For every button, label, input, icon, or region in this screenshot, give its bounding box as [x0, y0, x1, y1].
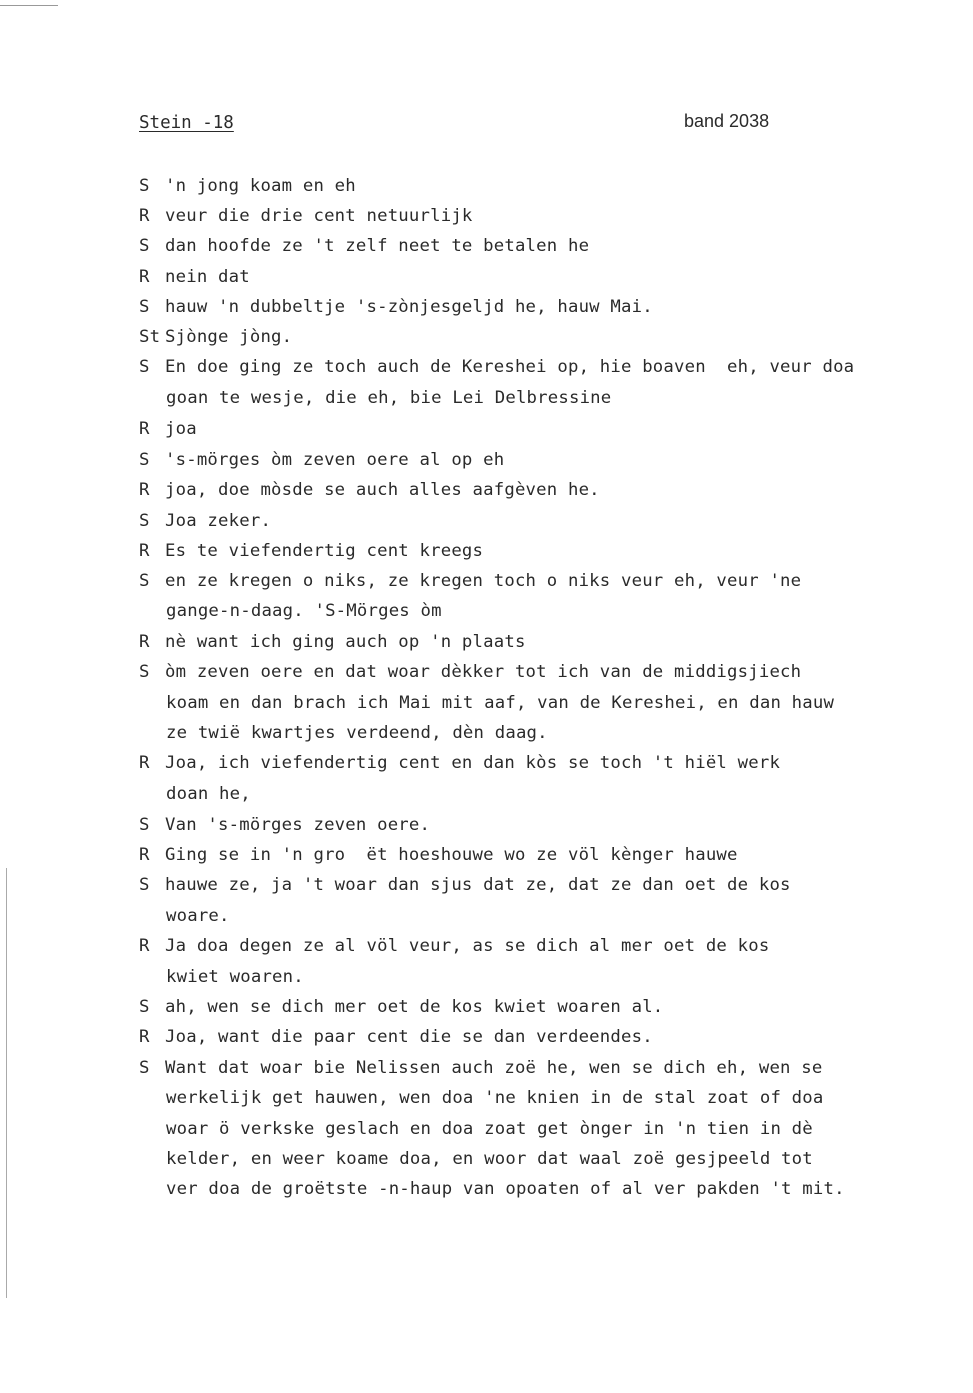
line-text: Joa, ich viefendertig cent en dan kòs se toch 't hiël werk	[165, 753, 781, 773]
transcript-line	[139, 450, 504, 470]
transcript-line	[139, 236, 589, 256]
scan-margin-line	[6, 868, 7, 1298]
transcript-line	[166, 784, 251, 804]
speaker-label: S	[139, 357, 150, 377]
line-text: Joa zeker.	[165, 511, 272, 531]
speaker-label: R	[139, 541, 150, 561]
transcript-line	[139, 753, 780, 773]
speaker-label: S	[139, 1058, 150, 1078]
line-text: Want dat woar bie Nelissen auch zoë he, wen se dich eh, wen se	[165, 1058, 823, 1078]
line-text: veur die drie cent netuurlijk	[165, 206, 473, 226]
transcript-line	[139, 206, 473, 226]
line-text: woare.	[166, 906, 230, 926]
transcript-line	[139, 1058, 822, 1078]
line-text: ver doa de groëtste -n-haup van opoaten of al ver pakden 't mit.	[166, 1179, 845, 1199]
speaker-label: S	[139, 662, 150, 682]
line-text: En doe ging ze toch auch de Kereshei op, hie boaven eh, veur doa	[165, 357, 855, 377]
document-title: Stein -18	[139, 113, 234, 133]
line-text: doan he,	[166, 784, 251, 804]
line-text: Ja doa degen ze al völ veur, as se dich al mer oet de kos	[165, 936, 770, 956]
transcript-line	[139, 632, 526, 652]
transcript-line	[139, 511, 271, 531]
line-text: òm zeven oere en dat woar dèkker tot ich van de middigsjiech	[165, 662, 802, 682]
line-text: Ging se in 'n gro ët hoeshouwe wo ze völ kènger hauwe	[165, 845, 738, 865]
transcript-line	[166, 388, 611, 408]
speaker-label: S	[139, 875, 150, 895]
speaker-label: S	[139, 176, 150, 196]
line-text: en ze kregen o niks, ze kregen toch o niks veur eh, veur 'ne	[165, 571, 802, 591]
transcript-line	[166, 1179, 845, 1199]
speaker-label: S	[139, 997, 150, 1017]
line-text: werkelijk get hauwen, wen doa 'ne knien in de stal zoat of doa	[166, 1088, 824, 1108]
line-text: Joa, want die paar cent die se dan verdeendes.	[165, 1027, 653, 1047]
speaker-label: S	[139, 815, 150, 835]
line-text: dan hoofde ze 't zelf neet te betalen he	[165, 236, 590, 256]
line-text: Sjònge jòng.	[165, 327, 293, 347]
line-text: joa, doe mòsde se auch alles aafgèven he.	[165, 480, 600, 500]
line-text: joa	[165, 419, 197, 439]
transcript-line	[139, 936, 769, 956]
line-text: hauwe ze, ja 't woar dan sjus dat ze, dat ze dan oet de kos	[165, 875, 791, 895]
speaker-label: S	[139, 571, 150, 591]
speaker-label: R	[139, 632, 150, 652]
speaker-label: R	[139, 480, 150, 500]
transcript-line	[139, 176, 356, 196]
line-text: goan te wesje, die eh, bie Lei Delbressine	[166, 388, 612, 408]
line-text: nè want ich ging auch op 'n plaats	[165, 632, 526, 652]
line-text: koam en dan brach ich Mai mit aaf, van de Kereshei, en dan hauw	[166, 693, 835, 713]
scan-edge-mark	[0, 5, 58, 6]
line-text: kwiet woaren.	[166, 967, 304, 987]
transcript-line	[139, 815, 430, 835]
speaker-label: R	[139, 267, 150, 287]
speaker-label: S	[139, 511, 150, 531]
line-text: hauw 'n dubbeltje 's-zònjesgeljd he, hauw Mai.	[165, 297, 653, 317]
transcript-line	[139, 357, 854, 377]
line-text: 's-mörges òm zeven oere al op eh	[165, 450, 505, 470]
transcript-line	[166, 1119, 813, 1139]
transcript-line	[166, 1088, 823, 1108]
line-text: gange-n-daag. 'S-Mörges òm	[166, 601, 442, 621]
transcript-line	[139, 480, 600, 500]
band-number: band 2038	[684, 111, 770, 131]
speaker-label: S	[139, 297, 150, 317]
transcript-line	[139, 267, 250, 287]
transcript-line	[166, 1149, 813, 1169]
transcript-line	[166, 723, 548, 743]
line-text: kelder, en weer koame doa, en woor dat waal zoë gesjpeeld tot	[166, 1149, 813, 1169]
transcript-line	[139, 571, 801, 591]
line-text: woar ö verkske geslach en doa zoat get ònger in 'n tien in dè	[166, 1119, 813, 1139]
line-text: 'n jong koam en eh	[165, 176, 356, 196]
line-text: Van 's-mörges zeven oere.	[165, 815, 431, 835]
transcript-line	[139, 662, 801, 682]
transcript-line	[139, 875, 791, 895]
transcript-line	[139, 327, 292, 347]
speaker-label: R	[139, 753, 150, 773]
transcript-line	[166, 693, 834, 713]
speaker-label: St	[139, 327, 161, 347]
speaker-label: S	[139, 450, 150, 470]
speaker-label: R	[139, 419, 150, 439]
transcript-line	[139, 845, 738, 865]
transcript-line	[139, 997, 663, 1017]
line-text: Es te viefendertig cent kreegs	[165, 541, 484, 561]
speaker-label: R	[139, 845, 150, 865]
transcript-line	[139, 541, 483, 561]
speaker-label: R	[139, 936, 150, 956]
transcript-line	[166, 601, 442, 621]
transcript-line	[139, 419, 197, 439]
speaker-label: S	[139, 236, 150, 256]
transcript-line	[166, 967, 304, 987]
speaker-label: R	[139, 1027, 150, 1047]
transcript-line	[139, 1027, 653, 1047]
line-text: ze twië kwartjes verdeend, dèn daag.	[166, 723, 548, 743]
speaker-label: R	[139, 206, 150, 226]
line-text: ah, wen se dich mer oet de kos kwiet woaren al.	[165, 997, 664, 1017]
transcript-line	[166, 906, 230, 926]
transcript-line	[139, 297, 653, 317]
line-text: nein dat	[165, 267, 250, 287]
